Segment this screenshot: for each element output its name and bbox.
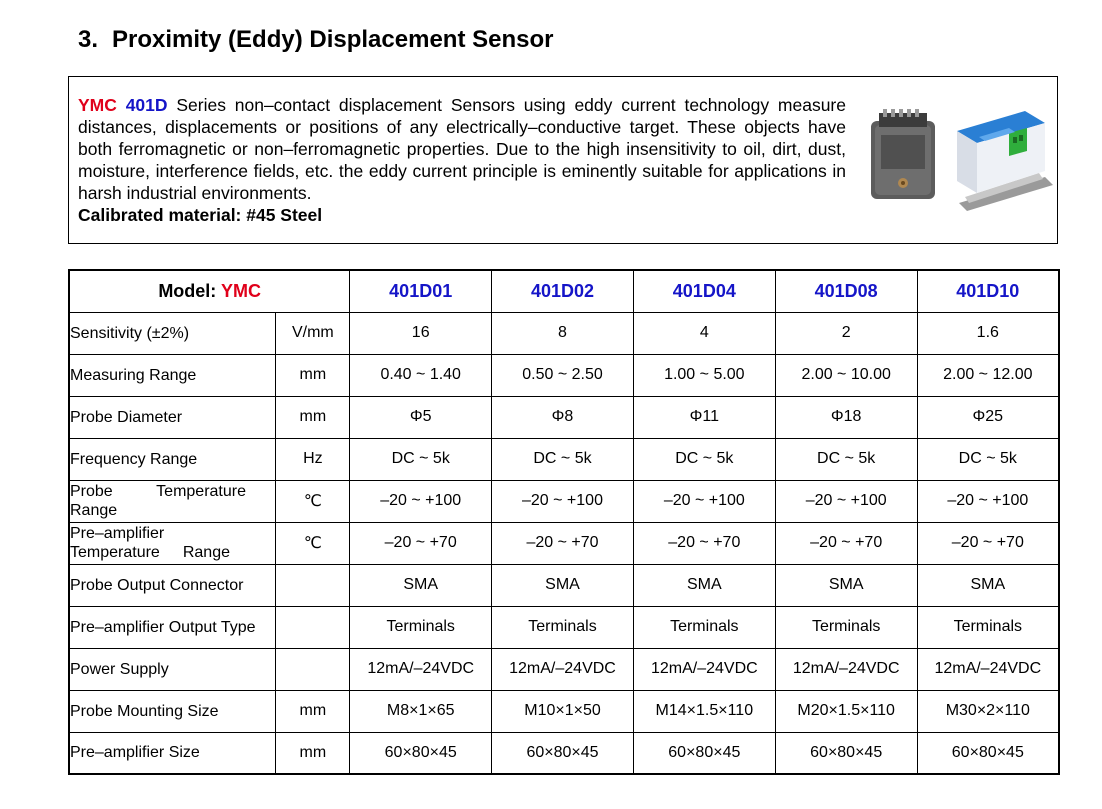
param-name-word: Probe xyxy=(70,483,113,500)
module-photo xyxy=(949,107,1053,211)
model-col-3: 401D04 xyxy=(633,270,775,312)
param-name-word: Temperature xyxy=(156,483,246,500)
value-cell: DC ~ 5k xyxy=(775,438,917,480)
value-cell: Φ5 xyxy=(350,396,492,438)
intro-model: 401D xyxy=(125,95,168,115)
param-unit xyxy=(276,606,350,648)
value-cell: Terminals xyxy=(917,606,1059,648)
table-row xyxy=(69,438,1059,480)
param-name: Probe Diameter xyxy=(69,396,276,438)
param-name-line2 xyxy=(70,543,230,562)
value-cell: 2.00 ~ 12.00 xyxy=(917,354,1059,396)
value-cell: 60×80×45 xyxy=(350,732,492,774)
value-cell: 60×80×45 xyxy=(492,732,634,774)
param-name: Probe Output Connector xyxy=(69,564,276,606)
value-cell: SMA xyxy=(775,564,917,606)
value-cell: 12mA/–24VDC xyxy=(492,648,634,690)
preamplifier-photo xyxy=(865,107,941,205)
table-row xyxy=(69,354,1059,396)
value-cell: –20 ~ +70 xyxy=(917,522,1059,564)
param-name: Power Supply xyxy=(69,648,276,690)
param-name: Measuring Range xyxy=(69,354,276,396)
table-row xyxy=(69,312,1059,354)
param-name: Pre–amplifier Size xyxy=(69,732,276,774)
value-cell: 0.40 ~ 1.40 xyxy=(350,354,492,396)
value-cell: –20 ~ +100 xyxy=(350,480,492,522)
model-col-2: 401D02 xyxy=(492,270,634,312)
table-row xyxy=(69,564,1059,606)
param-unit xyxy=(276,648,350,690)
param-unit: Hz xyxy=(276,438,350,480)
param-name-line1 xyxy=(70,482,246,501)
model-header-label: Model: xyxy=(158,280,217,301)
section-number: 3. xyxy=(78,26,99,53)
value-cell: –20 ~ +70 xyxy=(633,522,775,564)
param-unit: mm xyxy=(276,354,350,396)
value-cell: Φ25 xyxy=(917,396,1059,438)
param-unit: mm xyxy=(276,690,350,732)
value-cell: Terminals xyxy=(350,606,492,648)
value-cell: Terminals xyxy=(492,606,634,648)
param-unit: mm xyxy=(276,396,350,438)
model-col-4: 401D08 xyxy=(775,270,917,312)
value-cell: 2 xyxy=(775,312,917,354)
table-row xyxy=(69,648,1059,690)
value-cell: 60×80×45 xyxy=(775,732,917,774)
intro-box xyxy=(68,76,1058,244)
value-cell: 2.00 ~ 10.00 xyxy=(775,354,917,396)
table-row xyxy=(69,606,1059,648)
value-cell: 60×80×45 xyxy=(633,732,775,774)
value-cell: SMA xyxy=(917,564,1059,606)
value-cell: 4 xyxy=(633,312,775,354)
value-cell: 8 xyxy=(492,312,634,354)
value-cell: –20 ~ +100 xyxy=(775,480,917,522)
value-cell: –20 ~ +100 xyxy=(492,480,634,522)
value-cell: –20 ~ +100 xyxy=(917,480,1059,522)
value-cell: DC ~ 5k xyxy=(350,438,492,480)
param-unit: ℃ xyxy=(276,480,350,522)
value-cell: SMA xyxy=(350,564,492,606)
value-cell: –20 ~ +100 xyxy=(633,480,775,522)
value-cell: 12mA/–24VDC xyxy=(775,648,917,690)
value-cell: 16 xyxy=(350,312,492,354)
value-cell: Φ8 xyxy=(492,396,634,438)
param-unit: V/mm xyxy=(276,312,350,354)
param-unit xyxy=(276,564,350,606)
model-header-brand: YMC xyxy=(221,280,261,301)
param-name-word: Temperature xyxy=(70,544,160,561)
value-cell: 60×80×45 xyxy=(917,732,1059,774)
table-row xyxy=(69,480,1059,522)
value-cell: M10×1×50 xyxy=(492,690,634,732)
section-heading xyxy=(78,26,553,54)
calibrated-material: Calibrated material: #45 Steel xyxy=(78,205,323,225)
spec-table xyxy=(68,269,1060,775)
value-cell: M30×2×110 xyxy=(917,690,1059,732)
intro-brand: YMC xyxy=(78,95,117,115)
param-unit: mm xyxy=(276,732,350,774)
table-row xyxy=(69,522,1059,564)
value-cell: M8×1×65 xyxy=(350,690,492,732)
value-cell: Φ11 xyxy=(633,396,775,438)
intro-description: Series non–contact displacement Sensors using eddy current technology measure distances, displacements or positions of any electrically–conductive target. These objects have both ferromagnetic or non–ferromagnetic properties. Due to the high insensitivity to oil, dirt, dust, moisture, interference fields, etc. the eddy current principle is eminently suitable for applications in harsh industrial environments. xyxy=(78,95,846,203)
value-cell: 0.50 ~ 2.50 xyxy=(492,354,634,396)
value-cell: DC ~ 5k xyxy=(917,438,1059,480)
param-name-word: Range xyxy=(182,544,230,561)
table-row xyxy=(69,396,1059,438)
value-cell: –20 ~ +70 xyxy=(350,522,492,564)
value-cell: Terminals xyxy=(775,606,917,648)
value-cell: 1.00 ~ 5.00 xyxy=(633,354,775,396)
param-name-line2: Range xyxy=(70,502,118,519)
table-row xyxy=(69,690,1059,732)
value-cell: DC ~ 5k xyxy=(633,438,775,480)
section-title: Proximity (Eddy) Displacement Sensor xyxy=(112,26,554,53)
model-header xyxy=(69,270,350,312)
value-cell: –20 ~ +70 xyxy=(492,522,634,564)
model-col-5: 401D10 xyxy=(917,270,1059,312)
param-name: Probe Mounting Size xyxy=(69,690,276,732)
param-name xyxy=(69,522,276,564)
intro-text xyxy=(78,94,846,226)
param-name: Frequency Range xyxy=(69,438,276,480)
value-cell: –20 ~ +70 xyxy=(775,522,917,564)
value-cell: SMA xyxy=(492,564,634,606)
param-name: Sensitivity (±2%) xyxy=(69,312,276,354)
table-header-row xyxy=(69,270,1059,312)
value-cell: Terminals xyxy=(633,606,775,648)
table-row xyxy=(69,732,1059,774)
value-cell: DC ~ 5k xyxy=(492,438,634,480)
value-cell: M20×1.5×110 xyxy=(775,690,917,732)
value-cell: 12mA/–24VDC xyxy=(633,648,775,690)
value-cell: Φ18 xyxy=(775,396,917,438)
value-cell: 1.6 xyxy=(917,312,1059,354)
param-name xyxy=(69,480,276,522)
param-name-line1: Pre–amplifier xyxy=(70,525,165,542)
param-unit: ℃ xyxy=(276,522,350,564)
model-col-1: 401D01 xyxy=(350,270,492,312)
param-name: Pre–amplifier Output Type xyxy=(69,606,276,648)
value-cell: M14×1.5×110 xyxy=(633,690,775,732)
value-cell: 12mA/–24VDC xyxy=(917,648,1059,690)
value-cell: SMA xyxy=(633,564,775,606)
value-cell: 12mA/–24VDC xyxy=(350,648,492,690)
